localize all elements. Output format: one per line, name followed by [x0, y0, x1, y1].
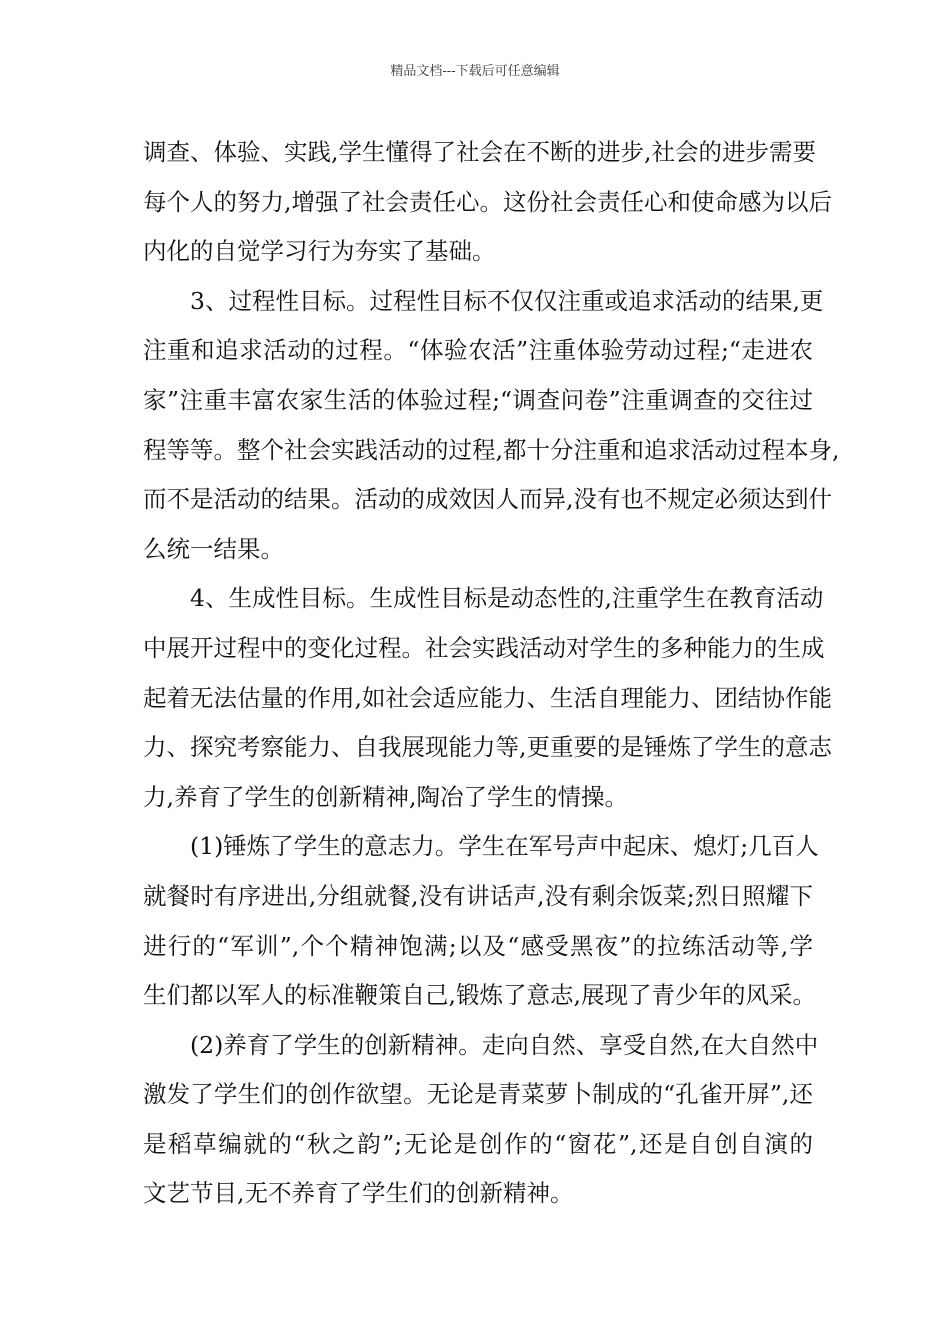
text-line: 家”注重丰富农家生活的体验过程;“调查问卷”注重调查的交往过 — [143, 385, 813, 414]
text-line: 是稻草编就的“秋之韵”;无论是创作的“窗花”,还是自创自演的 — [143, 1129, 813, 1158]
text-line: 每个人的努力,增强了社会责任心。这份社会责任心和使命感为以后 — [143, 187, 832, 216]
text-line: 程等等。整个社会实践活动的过程,都十分注重和追求活动过程本身, — [143, 435, 840, 464]
text-line: 而不是活动的结果。活动的成效因人而异,没有也不规定必须达到什 — [143, 485, 832, 514]
paragraph-1 — [143, 128, 832, 277]
text-line: 力、探究考察能力、自我展现能力等,更重要的是锤炼了学生的意志 — [143, 733, 832, 762]
text-line: 文艺节目,无不养育了学生们的创新精神。 — [143, 1179, 574, 1208]
text-line: 进行的“军训”,个个精神饱满;以及“感受黑夜”的拉练活动等,学 — [143, 931, 813, 960]
paragraph-4 — [143, 822, 819, 1020]
text-line: 生们都以军人的标准鞭策自己,锻炼了意志,展现了青少年的风采。 — [143, 981, 816, 1010]
document-body — [143, 128, 840, 1219]
text-line: 4、生成性目标。生成性目标是动态性的,注重学生在教育活动 — [190, 584, 824, 613]
text-line: 么统一结果。 — [143, 534, 284, 563]
text-line: 力,养育了学生的创新精神,陶冶了学生的情操。 — [143, 782, 628, 811]
text-line: 起着无法估量的作用,如社会适应能力、生活自理能力、团结协作能 — [143, 683, 832, 712]
text-line: 中展开过程中的变化过程。社会实践活动对学生的多种能力的生成 — [143, 633, 825, 662]
page-header: 精品文档---下载后可任意编辑 — [390, 64, 560, 79]
text-line: 调查、体验、实践,学生懂得了社会在不断的进步,社会的进步需要 — [143, 138, 816, 166]
text-line: (1)锤炼了学生的意志力。学生在军号声中起床、熄灯;几百人 — [190, 832, 819, 861]
text-line: 激发了学生们的创作欲望。无论是青菜萝卜制成的“孔雀开屏”,还 — [143, 1080, 813, 1109]
text-line: 内化的自觉学习行为夯实了基础。 — [143, 237, 496, 266]
paragraph-3 — [143, 574, 832, 822]
text-line: (2)养育了学生的创新精神。走向自然、享受自然,在大自然中 — [190, 1030, 819, 1059]
paragraph-2 — [143, 277, 840, 575]
text-line: 3、过程性目标。过程性目标不仅仅注重或追求活动的结果,更 — [190, 286, 824, 315]
text-line: 就餐时有序进出,分组就餐,没有讲话声,没有剩余饭菜;烈日照耀下 — [143, 881, 813, 910]
text-line: 注重和追求活动的过程。“体验农活”注重体验劳动过程;“走进农 — [143, 336, 813, 365]
paragraph-5 — [143, 1021, 819, 1219]
